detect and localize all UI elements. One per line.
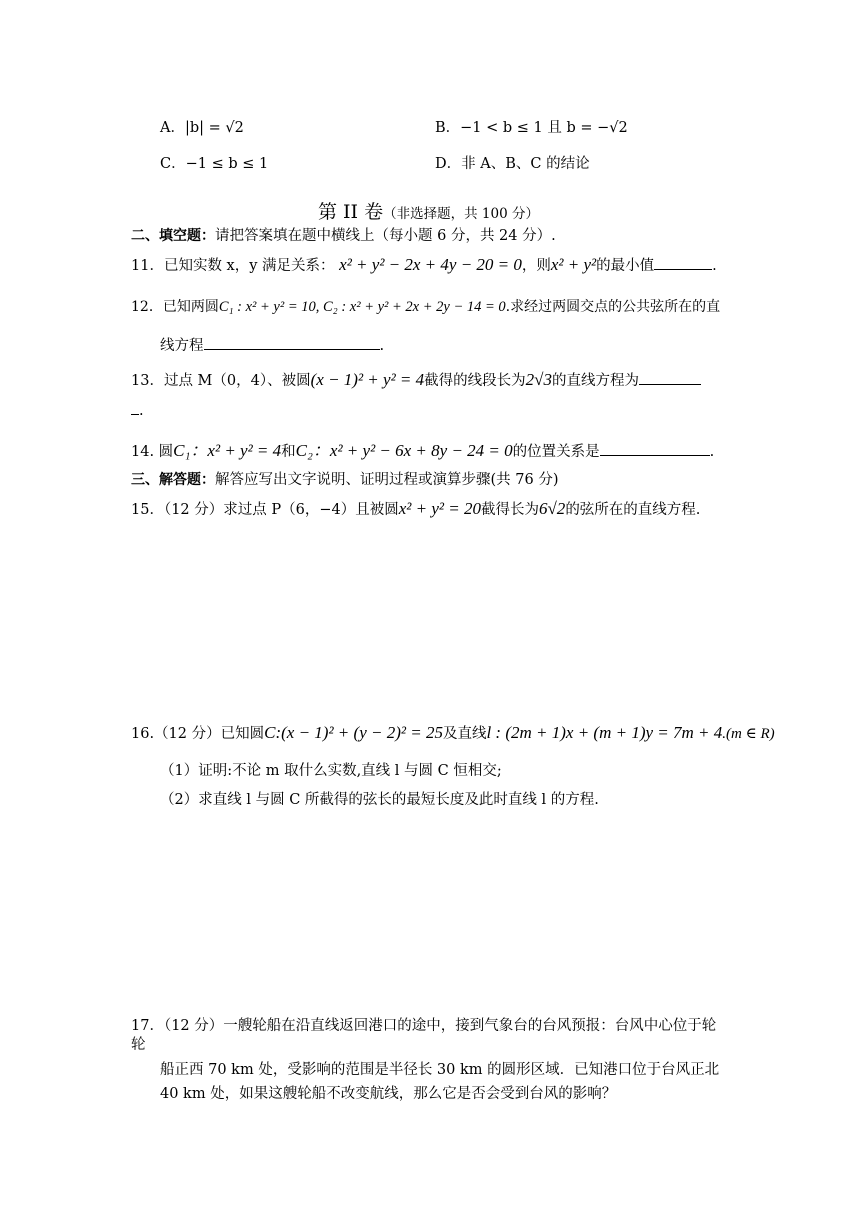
part2-title: 第 II 卷: [318, 201, 384, 223]
q16-text: 16.（12 分）已知圆: [131, 726, 265, 742]
q17-line1-text: 17．（12 分）一艘轮船在沿直线返回港口的途中，接到气象台的台风预报：台风中心位于轮: [131, 1018, 717, 1034]
q14-text: 14. 圆: [131, 444, 174, 460]
q14-formula2: C₂：x² + y² − 6x + 8y − 24 = 0: [295, 441, 513, 460]
q14-mid: 和: [281, 444, 296, 460]
q15-text: 15．（12 分）求过点 P（6，−4）且被圆: [131, 502, 399, 518]
answer-blank-continued[interactable]: [131, 400, 139, 415]
q12-line2: 线方程: [160, 338, 204, 354]
question-12-line2: 线方程 .: [160, 334, 384, 355]
q11-formula2: x² + y²: [550, 255, 597, 274]
section3-heading: 三、解答题：: [131, 472, 215, 488]
q17-line2: 船正西 70 km 处，受影响的范围是半径长 30 km 的圆形区域．已知港口位于台风正北: [160, 1062, 720, 1078]
question-13-continuation: .: [131, 400, 144, 419]
answer-blank[interactable]: [639, 370, 701, 385]
q12-tail: .求经过两圆交点的公共弦所在的直: [505, 299, 721, 315]
q11-text: 11．已知实数 x，y 满足关系：: [131, 258, 335, 274]
q12-text: 12．已知两圆: [131, 299, 219, 315]
choice-d: D．非 A、B、C 的结论: [435, 156, 590, 172]
q11-formula: x² + y² − 2x + 4y − 20 = 0: [339, 255, 522, 274]
q14-formula: C₁：x² + y² = 4: [173, 441, 282, 460]
section2-intro: 请把答案填在题中横线上（每小题 6 分，共 24 分）.: [215, 228, 556, 244]
question-15: [131, 498, 700, 519]
question-12: [131, 296, 720, 316]
section2-heading: 二、填空题：: [131, 228, 215, 244]
q15-formula: x² + y² = 20: [398, 499, 481, 518]
choice-b: B．−1 < b ≤ 1 且 b = −√2: [435, 120, 628, 136]
q13-formula: (x − 1)² + y² = 4: [310, 370, 425, 389]
q13-formula2: 2√3: [525, 370, 552, 389]
answer-blank[interactable]: [204, 335, 380, 350]
choice-c: C．−1 ≤ b ≤ 1: [160, 156, 269, 172]
part2-heading: [318, 197, 539, 224]
question-13: [131, 369, 701, 390]
q16-part1: （1）证明:不论 m 取什么实数,直线 l 与圆 C 恒相交;: [160, 763, 502, 779]
question-11: 11．已知实数 x，y 满足关系： x² + y² − 2x + 4y − 20 = 0，则x² + y²的最小值 .: [131, 255, 717, 274]
q13-text: 13．过点 M（0，4）、被圆: [131, 373, 311, 389]
choice-a: A．|b| = √2: [160, 120, 244, 136]
q15-tail: 的弦所在的直线方程.: [565, 502, 701, 518]
answer-blank[interactable]: [600, 441, 710, 456]
answer-blank[interactable]: [654, 255, 712, 270]
q12-formula: C₁ : x² + y² = 10, C₂ : x² + y² + 2x + 2y − 14 = 0: [218, 299, 506, 315]
question-16: [131, 722, 775, 743]
section3-intro: 解答应写出文字说明、证明过程或演算步骤(共 76 分): [215, 472, 559, 488]
q15-mid: 截得长为: [480, 502, 539, 518]
q11-tail: 的最小值: [596, 258, 655, 274]
q16-part2: （2）求直线 l 与圆 C 所截得的弦长的最短长度及此时直线 l 的方程.: [160, 792, 599, 808]
q17-line3: 40 km 处，如果这艘轮船不改变航线，那么它是否会受到台风的影响？: [160, 1086, 617, 1102]
section2-line: [131, 224, 556, 245]
q16-mid: 及直线: [442, 726, 487, 742]
q17-line1-wrap: 轮: [131, 1037, 146, 1053]
q16-formula: C:(x − 1)² + (y − 2)² = 25: [264, 723, 443, 742]
q17-line1: [131, 1014, 731, 1035]
q11-mid: ，则: [521, 258, 551, 274]
q13-mid: 截得的线段长为: [424, 373, 526, 389]
q16-tail: .(m ∈ R): [722, 726, 775, 742]
q13-tail: 的直线方程为: [551, 373, 639, 389]
q15-formula2: 6√2: [538, 499, 566, 518]
section3-line: [131, 468, 558, 489]
part2-note: （非选择题，共 100 分）: [383, 206, 539, 222]
q16-formula2: l : (2m + 1)x + (m + 1)y = 7m + 4: [486, 723, 723, 742]
q14-tail: 的位置关系是: [512, 444, 600, 460]
question-14: 14. 圆C₁：x² + y² = 4和C₂：x² + y² − 6x + 8y − 24 = 0的位置关系是 .: [131, 441, 715, 460]
